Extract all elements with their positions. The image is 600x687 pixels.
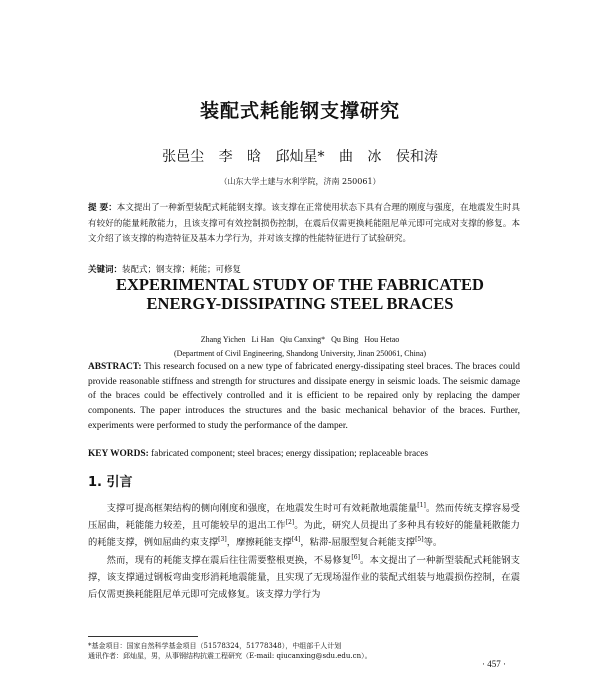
abstract-label-cn: 提 要： <box>88 203 117 213</box>
abstract-text-en: This research focused on a new type of fabricated energy-dissipating steel braces. The braces could provide reasonable stiffness and strength for structures and dissipate energy in seismic loads. The seismic damage of the braces could be effectively controlled and it is efficient to be repaired only by replacing the damper components. The paper introduces the structures and the basic mechanical behavior of the braces. Further, experiments were performed to study the performance of the damper. <box>88 362 520 431</box>
citation[interactable]: [1] <box>417 501 426 509</box>
keywords-text-en: fabricated component; steel braces; energy dissipation; replaceable braces <box>151 449 429 459</box>
keywords-text-cn: 装配式；钢支撑；耗能；可修复 <box>122 265 242 275</box>
text-run: 。然而传统支撑容易受压屈曲，耗能能力较差，且可能较早的退出工作 <box>88 503 520 532</box>
citation[interactable]: [4] <box>291 536 301 544</box>
abstract-cn <box>88 201 520 248</box>
section-number: 1. <box>88 475 102 490</box>
citation[interactable]: [5] <box>415 536 424 544</box>
section-heading <box>88 471 133 490</box>
footnote-line: 通讯作者：邱灿星，男，从事钢结构抗震工程研究（E-mail: qiucanxing@sdu.edu.cn）。 <box>88 652 372 660</box>
keywords-label-en: KEY WORDS: <box>88 449 149 459</box>
paragraph <box>88 552 520 604</box>
citation[interactable]: [2] <box>285 519 295 527</box>
text-run: 。为此，研究人员提出了多种具有较好的能量耗散能力的耗能支撑，例如屈曲约束支撑 <box>88 520 520 549</box>
keywords-cn <box>88 263 241 275</box>
affiliation-cn: （山东大学土建与水利学院，济南 250061） <box>219 177 381 186</box>
abstract-label-en: ABSTRACT: <box>88 362 142 372</box>
authors-cn <box>0 146 600 166</box>
authors-en: Zhang Yichen Li Han Qiu Canxing* Qu Bing Hou Hetao <box>200 335 400 344</box>
text-run: ，粘滞-屈服型复合耗能支撑 <box>300 537 416 549</box>
footnote-line: *基金项目：国家自然科学基金项目（51578324，51778348），中组部千人计划 <box>88 642 342 650</box>
citation[interactable]: [6] <box>351 553 360 561</box>
title-line: ENERGY-DISSIPATING STEEL BRACES <box>146 294 454 313</box>
page-number: · 457 · <box>482 659 506 669</box>
paragraph <box>88 500 520 552</box>
keywords-label-cn: 关键词： <box>88 265 123 275</box>
title-line: EXPERIMENTAL STUDY OF THE FABRICATED <box>116 275 484 294</box>
author-name: 张邑尘 <box>162 149 205 165</box>
footnote-divider <box>88 636 198 637</box>
abstract-text-cn: 本文提出了一种新型装配式耗能钢支撑。该支撑在正常使用状态下具有合理的刚度与强度，在地震发生时具有较好的能量耗散能力，且该支撑可有效控制损伤控制，在震后仅需更换耗能阻尼单元即可完成对支撑的修复。本文介绍了该支撑的构造特征及基本力学行为，并对该支撑的性能特征进行了试验研究。 <box>88 203 520 244</box>
section-title: 引言 <box>106 475 133 490</box>
author-name: 侯和涛 <box>395 149 438 165</box>
abstract-en <box>88 360 520 434</box>
author-name: 邱灿星* <box>275 149 325 165</box>
paper-title-cn: 装配式耗能钢支撑研究 <box>199 100 400 122</box>
citation[interactable]: [3] <box>218 536 227 544</box>
keywords-en <box>88 449 428 459</box>
paper-title-en <box>0 275 600 313</box>
affiliation-en: (Department of Civil Engineering, Shandong University, Jinan 250061, China) <box>173 349 427 358</box>
text-run: 然而，现有的耗能支撑在震后往往需要整根更换，不易修复 <box>106 554 352 566</box>
text-run: 支撑可提高框架结构的侧向刚度和强度，在地震发生时可有效耗散地震能量 <box>106 503 418 514</box>
text-run: ，摩擦耗能支撑 <box>226 537 292 549</box>
author-name: 曲 冰 <box>338 149 382 165</box>
footnote <box>88 641 372 661</box>
text-run: 等。 <box>423 537 443 549</box>
author-name: 李 晗 <box>218 149 262 165</box>
text-run: 。本文提出了一种新型装配式耗能钢支撑，该支撑通过钢板弯曲变形消耗地震能量，且实现了无现场湿作业的装配式组装与地震损伤控制，在震后仅需更换耗能阻尼单元即可完成修复。该支撑力学行为 <box>88 554 520 601</box>
body-text <box>88 500 520 603</box>
